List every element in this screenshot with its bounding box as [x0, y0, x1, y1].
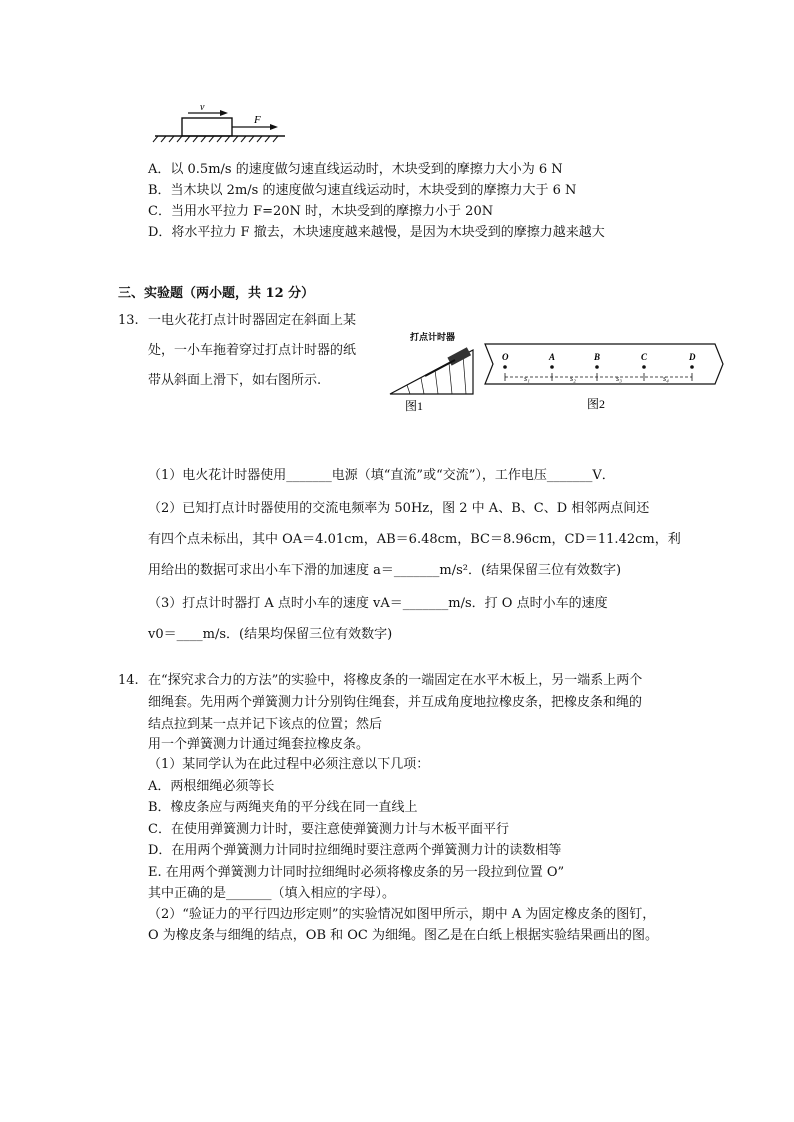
q14-sub1: （1）某同学认为在此过程中必须注意以下几项： — [148, 757, 430, 772]
segment-s4-label: s₄ — [663, 374, 669, 383]
segment-s1-label: s₁ — [524, 374, 530, 383]
section-title: 三、实验题（两小题，共 12 分） — [118, 286, 315, 301]
q13-part3-line-1: （3）打点计时器打 A 点时小车的速度 vA＝_______m/s．打 O 点时小车的速度 — [148, 596, 608, 611]
q14-sub2-line-1: （2）“验证力的平行四边形定则”的实验情况如图甲所示，期中 A 为固定橡皮条的图钉， — [148, 907, 656, 922]
velocity-label: v — [200, 102, 205, 113]
wooden-block — [182, 118, 232, 136]
q13-part1: （1）电火花计时器使用_______电源（填“直流”或“交流”），工作电压_______V． — [148, 468, 615, 483]
option-d: D．将水平拉力 F 撤去，木块速度越来越慢，是因为木块受到的摩擦力越来越大 — [148, 225, 605, 240]
q14-option-e: E. 在用两个弹簧测力计同时拉细绳时必须将橡皮条的另一段拉到位置 O” — [148, 865, 565, 880]
point-d-label: D — [689, 352, 696, 362]
segment-s3-label: s₃ — [616, 374, 622, 383]
q14-sub2-line-2: O 为橡皮条与细绳的结点，OB 和 OC 为细绳。图乙是在白纸上根据实验结果画出的图。 — [148, 928, 659, 943]
point-o-label: O — [502, 352, 509, 362]
q14-stem-line-2: 细绳套。先用两个弹簧测力计分别钩住绳套，并互成角度地拉橡皮条，把橡皮条和绳的 — [148, 695, 643, 710]
segment-s2-label: s₂ — [570, 374, 576, 383]
incline-figure — [385, 328, 485, 414]
q13-number: 13. — [118, 313, 139, 328]
q14-option-d: D．在用两个弹簧测力计同时拉细绳时要注意两个弹簧测力计的读数相等 — [148, 843, 562, 858]
q13-part2-line-2: 有四个点未标出，其中 OA＝4.01cm，AB＝6.48cm，BC＝8.96cm，CD＝11.42cm，利 — [148, 532, 681, 547]
fig1-caption: 图1 — [405, 399, 424, 413]
point-a-label: A — [549, 352, 556, 362]
q14-option-b: B．橡皮条应与两绳夹角的平分线在同一直线上 — [148, 800, 418, 815]
cart — [425, 360, 455, 376]
q13-stem-line-3: 带从斜面上滑下，如右图所示. — [148, 373, 322, 388]
force-label: F — [254, 114, 261, 126]
q14-number: 14. — [118, 673, 139, 688]
q13-part3-line-2: v0＝____m/s．(结果均保留三位有效数字) — [148, 627, 393, 642]
option-a: A．以 0.5m/s 的速度做匀速直线运动时，木块受到的摩擦力大小为 6 N — [148, 162, 563, 177]
q13-stem-line-1: 一电火花打点计时器固定在斜面上某 — [148, 313, 357, 328]
q14-stem-line-4: 用一个弹簧测力计通过绳套拉橡皮条。 — [148, 737, 370, 752]
tape-figure — [480, 340, 730, 414]
paper-tape — [485, 344, 723, 384]
q14-option-c: C．在使用弹簧测力计时，要注意使弹簧测力计与木板平面平行 — [148, 822, 509, 837]
q14-answer-line: 其中正确的是_______（填入相应的字母）。 — [148, 886, 396, 901]
timer-label: 打点计时器 — [410, 332, 456, 342]
q13-part2-line-1: （2）已知打点计时器使用的交流电频率为 50Hz，图 2 中 A、B、C、D 相邻两点间还 — [148, 501, 650, 516]
point-b-label: B — [594, 352, 601, 362]
block-force-figure — [150, 100, 290, 150]
point-c-label: C — [641, 352, 648, 362]
q14-option-a: A．两根细绳必须等长 — [148, 779, 275, 794]
ground-hatching — [153, 136, 278, 142]
option-b: B．当木块以 2m/s 的速度做匀速直线运动时，木块受到的摩擦力大于 6 N — [148, 183, 577, 198]
q13-part2-line-3: 用给出的数据可求出小车下滑的加速度 a＝_______m/s²．(结果保留三位有效数字) — [148, 563, 622, 578]
q14-stem-line-3: 结点拉到某一点并记下该点的位置；然后 — [148, 717, 383, 732]
q14-stem-line-1: 在“探究求合力的方法”的实验中，将橡皮条的一端固定在水平木板上，另一端系上两个 — [148, 673, 643, 688]
q13-stem-line-2: 处，一小车拖着穿过打点计时器的纸 — [148, 343, 357, 358]
option-c: C．当用水平拉力 F=20N 时，木块受到的摩擦力小于 20N — [148, 204, 494, 219]
fig2-caption: 图2 — [587, 397, 606, 411]
